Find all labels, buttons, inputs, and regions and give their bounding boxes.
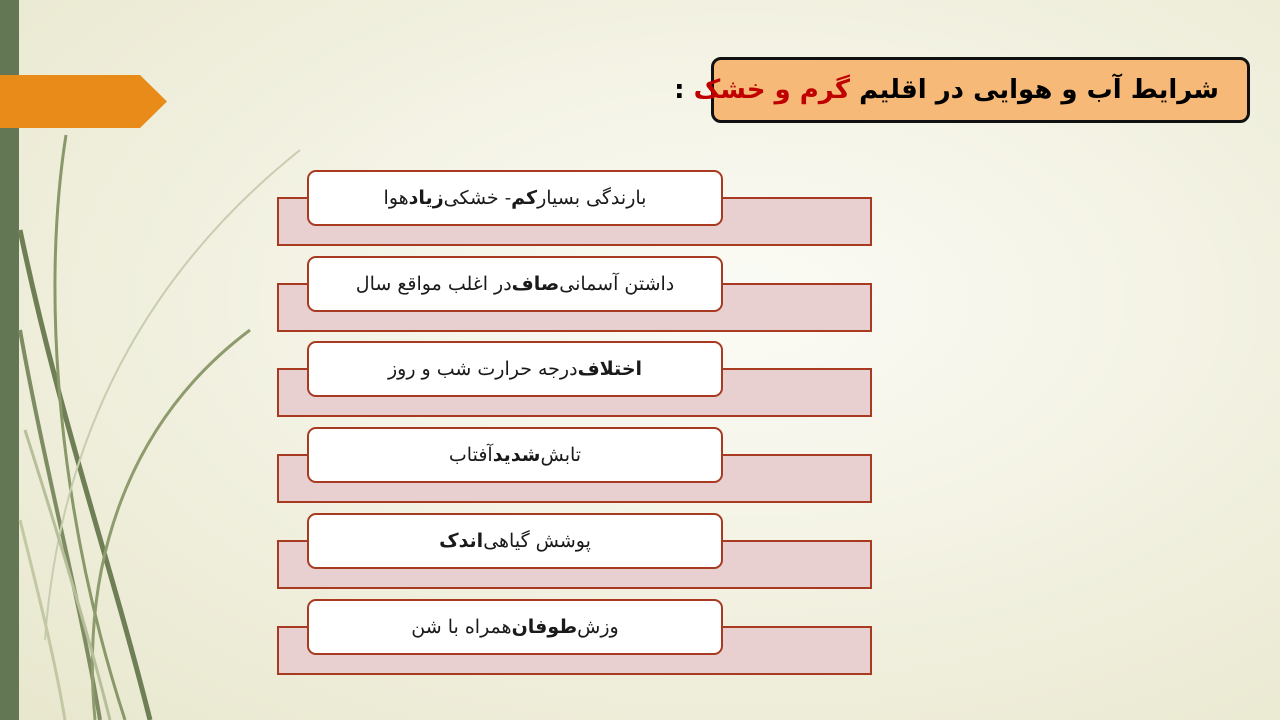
item-card (307, 599, 723, 655)
item-text: تابش (540, 444, 582, 466)
title-box (674, 57, 1250, 123)
orange-arrow-tab (0, 75, 167, 128)
list-item (277, 256, 872, 334)
item-text-bold: اختلاف (577, 358, 643, 380)
slide-title (674, 75, 1219, 105)
list-item (277, 341, 872, 419)
item-text: بارندگی بسیار (537, 187, 647, 209)
list-item (277, 427, 872, 505)
item-text: - خشکی (443, 187, 512, 209)
item-text-bold: کم (511, 187, 538, 209)
item-card (307, 427, 723, 483)
title-suffix: : (674, 75, 694, 105)
item-text-bold: طوفان (511, 616, 578, 638)
item-text-bold: صاف (511, 273, 560, 295)
item-card (307, 256, 723, 312)
item-card (307, 170, 723, 226)
list-item (277, 513, 872, 591)
title-highlight: گرم و خشک (693, 75, 851, 105)
item-text: در اغلب مواقع سال (355, 273, 512, 295)
item-text: درجه حرارت شب و روز (387, 358, 578, 380)
item-text: پوشش گیاهی (483, 530, 591, 552)
item-text-bold: اندک (439, 530, 484, 552)
list-item (277, 170, 872, 248)
item-text-bold: زیاد (408, 187, 444, 209)
item-text: داشتن آسمانی (559, 273, 675, 295)
item-card (307, 513, 723, 569)
item-text-bold: شدید (492, 444, 541, 466)
item-text: آفتاب (448, 444, 493, 466)
title-prefix: شرایط آب و هوایی در اقلیم (850, 75, 1219, 105)
item-text: وزش (577, 616, 619, 638)
item-text: هوا (383, 187, 409, 209)
item-text: همراه با شن (411, 616, 512, 638)
item-card (307, 341, 723, 397)
list-item (277, 599, 872, 677)
